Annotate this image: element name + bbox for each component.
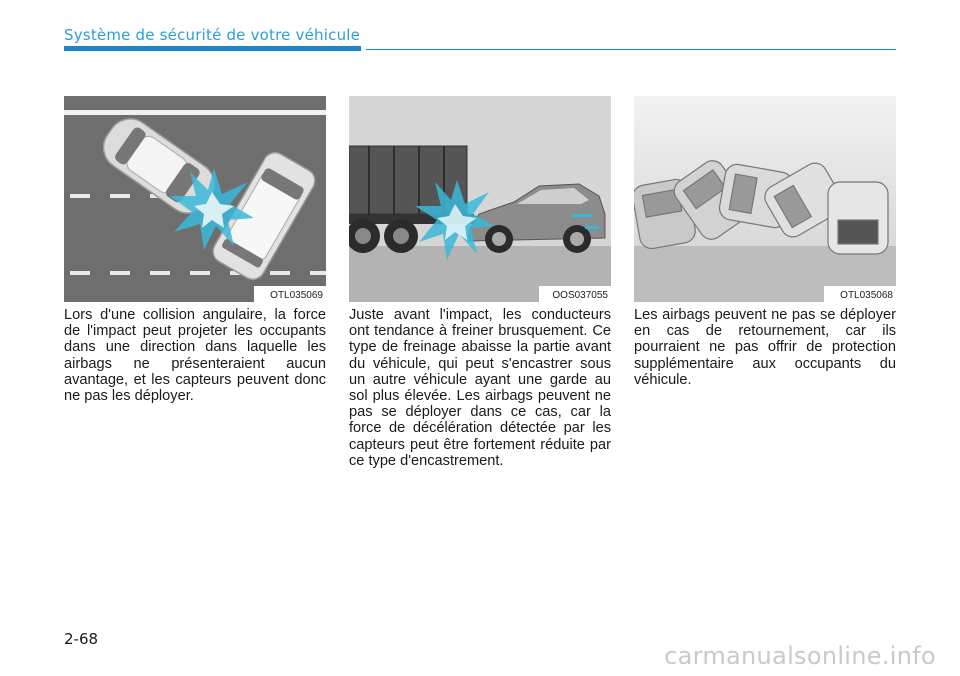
header-rule [366, 49, 896, 50]
figure-code: OTL035069 [270, 290, 323, 301]
watermark: carmanualsonline.info [664, 642, 936, 670]
rollover-illustration [634, 96, 896, 302]
header-accent-bar [64, 46, 361, 51]
figure-rollover [634, 96, 896, 302]
caption-underride: Juste avant l'impact, les conducteurs ont tendance à freiner brusquement. Ce type de freinage abaisse la partie avant du véhicule, qui peut s'encastrer sous un autre véhicule ayant une garde au sol plus élevée. Les airbags peuvent ne pas se déployer dans ce cas, car la force de décélération détectée par les capteurs peut être fortement réduite par ce type d'encastrement. [349, 307, 611, 469]
caption-angular-collision: Lors d'une collision angulaire, la force de l'impact peut projeter les occupants dans une direction dans laquelle les airbags ne présenteraient aucun avantage, et les capteurs peuvent donc ne pas les déployer. [64, 307, 326, 405]
section-title: Système de sécurité de votre véhicule [64, 26, 361, 44]
figure-code: OTL035068 [840, 290, 893, 301]
figure-code: OOS037055 [552, 290, 608, 301]
figure-angular-collision [64, 96, 326, 302]
figure-underride [349, 96, 611, 302]
angular-collision-illustration [64, 96, 326, 302]
underride-illustration [349, 96, 611, 302]
page-number: 2-68 [64, 630, 99, 648]
caption-rollover: Les airbags peuvent ne pas se déployer en cas de retournement, car ils pourraient ne pas offrir de protection supplémentaire aux occupants du véhicule. [634, 307, 896, 388]
